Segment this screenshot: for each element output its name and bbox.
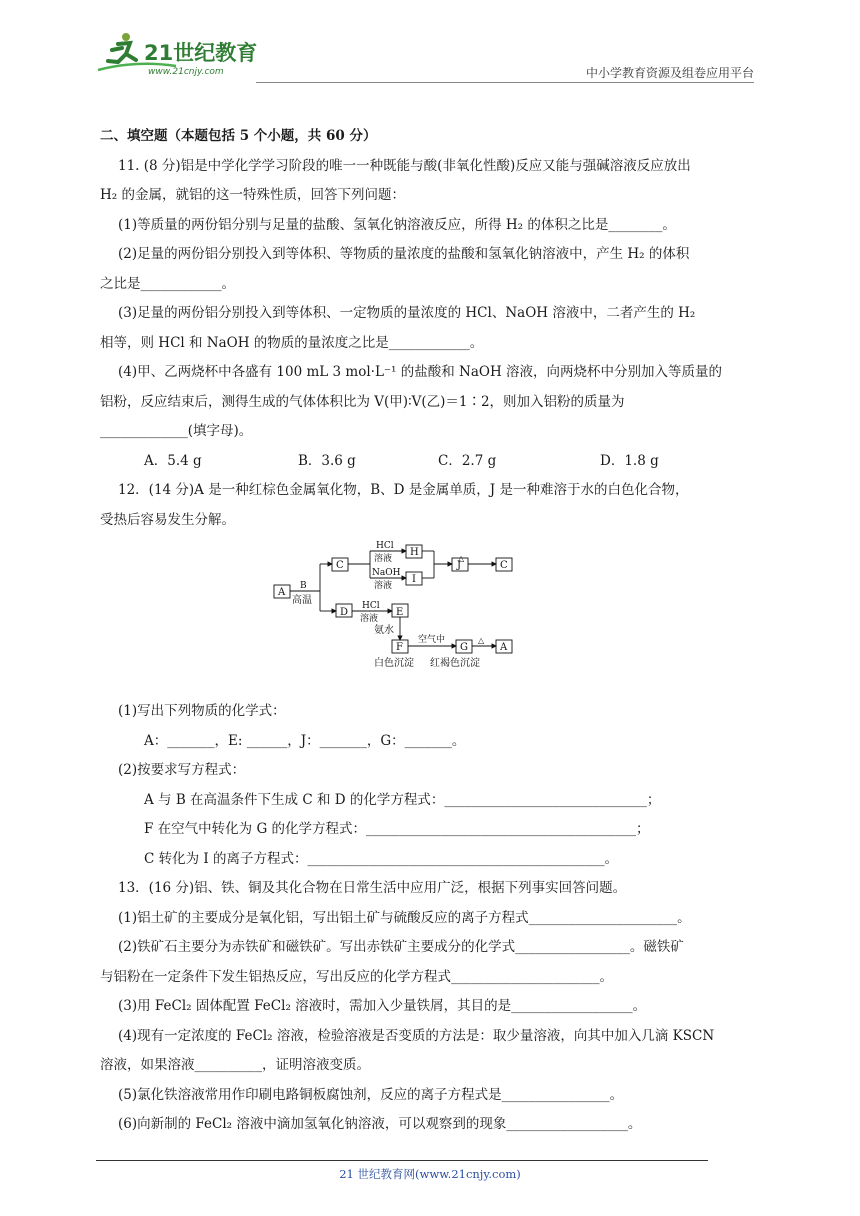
label-solution-1: 溶液: [374, 554, 393, 564]
q11-part3-line2: 相等，则 HCl 和 NaOH 的物质的量浓度之比是____________。: [100, 334, 484, 351]
question-13: [100, 874, 762, 1140]
q13-part3: (3)用 FeCl₂ 固体配置 FeCl₂ 溶液时，需加入少量铁屑，其目的是__________________。: [118, 998, 647, 1014]
q12-part1-blanks: A：_______，E: ______，J：_______，G：_______。: [144, 732, 466, 749]
q13-part4-line1: (4)现有一定浓度的 FeCl₂ 溶液，检验溶液是否变质的方法是：取少量溶液，向其中加入几滴 KSCN: [118, 1027, 715, 1044]
q11-part2-line1: (2)足量的两份铝分别投入到等体积、等物质的量浓度的盐酸和氢氧化钠溶液中，产生 H₂ 的体积: [118, 246, 690, 262]
label-white-precipitate: 白色沉淀: [374, 658, 414, 669]
option-a: A．5.4 g: [144, 452, 202, 469]
label-red-brown-precipitate: 红褐色沉淀: [430, 658, 480, 669]
reaction-flowchart: [270, 541, 520, 673]
node-c: C: [336, 560, 344, 571]
q13-stem: 13．(16 分)铝、铁、铜及其化合物在日常生活中应用广泛，根据下列事实回答问题。: [118, 880, 627, 896]
node-i: I: [412, 574, 416, 585]
node-g: G: [460, 642, 468, 653]
section-title: 二、填空题（本题包括 5 个小题，共 60 分）: [100, 128, 377, 144]
node-a-final: A: [500, 642, 508, 653]
label-high-temp: 高温: [292, 595, 312, 606]
label-in-air: 空气中: [418, 635, 446, 645]
q12-part2-a: A 与 B 在高温条件下生成 C 和 D 的化学方程式：______________________________；: [144, 791, 661, 808]
logo-text: 21世纪教育: [144, 41, 258, 65]
page-header: [96, 30, 754, 82]
node-h: H: [410, 547, 419, 558]
label-heat-1: △: [458, 554, 465, 563]
label-b: B: [300, 581, 307, 591]
question-11: [100, 152, 762, 477]
label-solution-2: 溶液: [374, 581, 393, 591]
node-j: J: [457, 560, 462, 571]
option-c: C．2.7 g: [438, 452, 497, 469]
q12-part2: (2)按要求写方程式：: [118, 762, 246, 778]
footer-divider: [96, 1160, 708, 1161]
label-solution-3: 溶液: [360, 614, 379, 624]
option-b: B．3.6 g: [298, 452, 356, 469]
exam-content: [100, 118, 762, 1140]
question-12: [100, 476, 762, 874]
q12-stem-line2: 受热后容易发生分解。: [100, 511, 235, 528]
q11-part2-line2: 之比是____________。: [100, 275, 235, 292]
label-heat-2: △: [478, 636, 485, 645]
q11-part1: (1)等质量的两份铝分别与足量的盐酸、氢氧化钠溶液反应，所得 H₂ 的体积之比是________。: [118, 216, 676, 233]
q11-part4-line3: _____________(填字母)。: [100, 423, 253, 439]
q12-stem-line1: 12．(14 分)A 是一种红棕色金属氧化物，B、D 是金属单质，J 是一种难溶于水的白色化合物，: [118, 482, 689, 498]
node-f: F: [396, 642, 403, 653]
node-d: D: [340, 607, 349, 618]
q12-part2-b: F 在空气中转化为 G 的化学方程式：________________________________________；: [144, 821, 650, 837]
q13-part2-line2: 与铝粉在一定条件下发生铝热反应，写出反应的化学方程式______________________。: [100, 968, 613, 985]
q13-part1: (1)铝土矿的主要成分是氧化铝，写出铝土矿与硫酸反应的离子方程式______________________。: [118, 909, 691, 926]
footer-text: 21 世纪教育网(www.21cnjy.com): [339, 1167, 521, 1181]
label-hcl-2: HCl: [362, 601, 380, 611]
platform-name: 中小学教育资源及组卷应用平台: [585, 66, 754, 80]
q12-part1: (1)写出下列物质的化学式：: [118, 703, 286, 719]
node-e: E: [396, 607, 404, 618]
q11-part4-line2: 铝粉，反应结束后，测得生成的气体体积比为 V(甲)∶V(乙)＝1∶2，则加入铝粉的质量为: [100, 393, 625, 410]
label-naoh: NaOH: [372, 568, 401, 578]
q11-part3-line1: (3)足量的两份铝分别投入到等体积、一定物质的量浓度的 HCl、NaOH 溶液中，二者产生的 H₂: [118, 305, 696, 321]
q13-part6: (6)向新制的 FeCl₂ 溶液中滴加氢氧化钠溶液，可以观察到的现象__________________。: [118, 1116, 642, 1132]
q11-part4-line1: (4)甲、乙两烧杯中各盛有 100 mL 3 mol·L⁻¹ 的盐酸和 NaOH 溶液，向两烧杯中分别加入等质量的: [118, 364, 723, 380]
q13-part5: (5)氯化铁溶液常用作印刷电路铜板腐蚀剂，反应的离子方程式是________________。: [118, 1086, 624, 1103]
label-hcl-1: HCl: [376, 541, 394, 551]
node-c-final: C: [500, 560, 508, 571]
logo-url: www.21cnjy.com: [148, 67, 224, 77]
option-d: D．1.8 g: [600, 452, 659, 469]
q11-stem-line2: H₂ 的金属，就铝的这一特殊性质，回答下列问题：: [100, 187, 405, 203]
q13-part2-line1: (2)铁矿石主要分为赤铁矿和磁铁矿。写出赤铁矿主要成分的化学式_________________。磁铁矿: [118, 939, 684, 955]
q12-diagram-area: [100, 535, 762, 697]
q11-stem-line1: 11. (8 分)铝是中学化学学习阶段的唯一一种既能与酸(非氧化性酸)反应又能与强碱溶液反应放出: [118, 157, 691, 174]
logo: [96, 30, 266, 80]
q13-part4-line2: 溶液，如果溶液__________，证明溶液变质。: [100, 1057, 370, 1073]
node-a: A: [278, 587, 286, 598]
header-divider: [256, 82, 754, 83]
q11-options: [100, 447, 762, 477]
label-ammonia: 氨水: [374, 625, 394, 636]
q12-part2-c: C 转化为 I 的离子方程式：____________________________________________。: [144, 850, 619, 867]
